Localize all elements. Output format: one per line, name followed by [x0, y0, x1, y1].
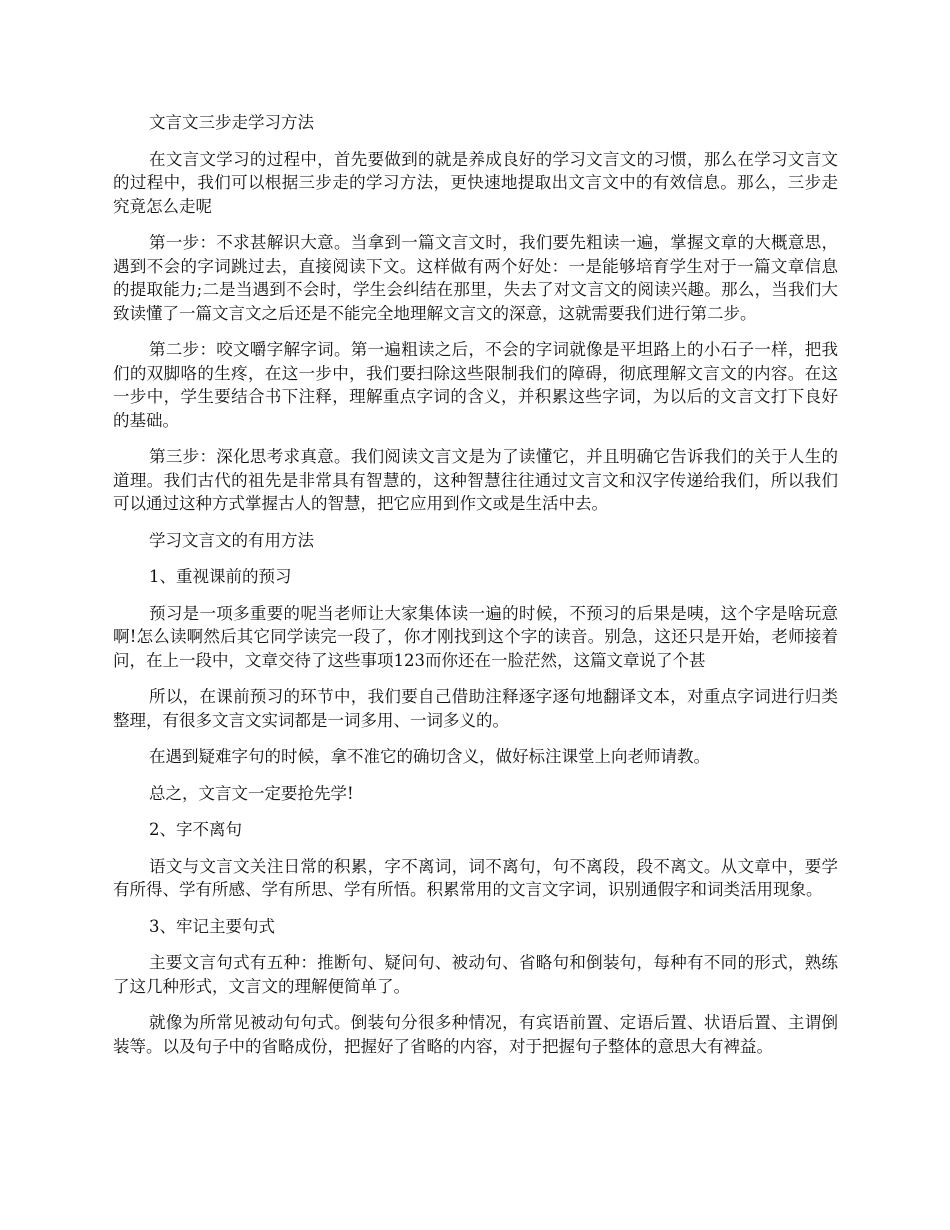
paragraph-preview: 预习是一项多重要的呢当老师让大家集体读一遍的时候，不预习的后果是咦，这个字是啥玩意啊!怎么读啊然后其它同学读完一段了，你才刚找到这个字的读音。别急，这还只是开始，老师接着问，在上一段中，文章交待了这些事项123而你还在一脸茫然，这篇文章说了个甚 — [113, 603, 838, 670]
subheading-preview: 1、重视课前的预习 — [149, 567, 292, 586]
paragraph-inversion: 就像为所常见被动句句式。倒装句分很多种情况，有宾语前置、定语后置、状语后置、主谓倒装等。以及句子中的省略成份，把握好了省略的内容，对于把握句子整体的意思大有裨益。 — [113, 1013, 838, 1056]
paragraph-step-one: 第一步：不求甚解识大意。当拿到一篇文言文时，我们要先粗读一遍，掌握文章的大概意思，遇到不会的字词跳过去，直接阅读下文。这样做有两个好处：一是能够培育学生对于一篇文章信息的提取能力;二是当遇到不会时，学生会纠结在那里，失去了对文言文的阅读兴趣。那么，当我们大致读懂了一篇文言文之后还是不能完全地理解文言文的深意，这就需要我们进行第二步。 — [113, 233, 838, 323]
paragraph-intro: 在文言文学习的过程中，首先要做到的就是养成良好的学习文言文的习惯，那么在学习文言文的过程中，我们可以根据三步走的学习方法，更快速地提取出文言文中的有效信息。那么，三步走究竟怎么走呢 — [113, 149, 838, 216]
section-heading-methods: 学习文言文的有用方法 — [149, 530, 314, 550]
subheading-word-in-sentence: 2、字不离句 — [149, 820, 242, 839]
paragraph-difficult-words: 在遇到疑难字句的时候，拿不准它的确切含义，做好标注课堂上向老师请教。 — [149, 747, 710, 766]
paragraph-title: 文言文三步走学习方法 — [149, 113, 314, 132]
paragraph-summary: 总之，文言文一定要抢先学! — [149, 783, 354, 803]
paragraph-step-two: 第二步：咬文嚼字解字词。第一遍粗读之后，不会的字词就像是平坦路上的小石子一样，把我们的双脚咯的生疼，在这一步中，我们要扫除这些限制我们的障碍，彻底理解文言文的内容。在这一步中，学生要结合书下注释，理解重点字词的含义，并积累这些字词，为以后的文言文打下良好的基础。 — [113, 340, 838, 430]
paragraph-five-patterns: 主要文言句式有五种：推断句、疑问句、被动句、省略句和倒装句，每种有不同的形式，熟练了这几种形式，文言文的理解便简单了。 — [113, 953, 838, 996]
subheading-sentence-patterns: 3、牢记主要句式 — [149, 916, 275, 936]
paragraph-accumulation: 语文与文言文关注日常的积累，字不离词，词不离句，句不离段，段不离文。从文章中，要学有所得、学有所感、学有所思、学有所悟。积累常用的文言文字词，识别通假字和词类活用现象。 — [113, 856, 838, 899]
paragraph-step-three: 第三步：深化思考求真意。我们阅读文言文是为了读懂它，并且明确它告诉我们的关于人生的道理。我们古代的祖先是非常具有智慧的，这种智慧往往通过文言文和汉字传递给我们，所以我们可以通过这种方式掌握古人的智慧，把它应用到作文或是生活中去。 — [113, 447, 838, 513]
paragraph-preview-method: 所以，在课前预习的环节中，我们要自己借助注释逐字逐句地翻译文本，对重点字词进行归类整理，有很多文言文实词都是一词多用、一词多义的。 — [113, 687, 838, 730]
document-body — [113, 111, 838, 1071]
